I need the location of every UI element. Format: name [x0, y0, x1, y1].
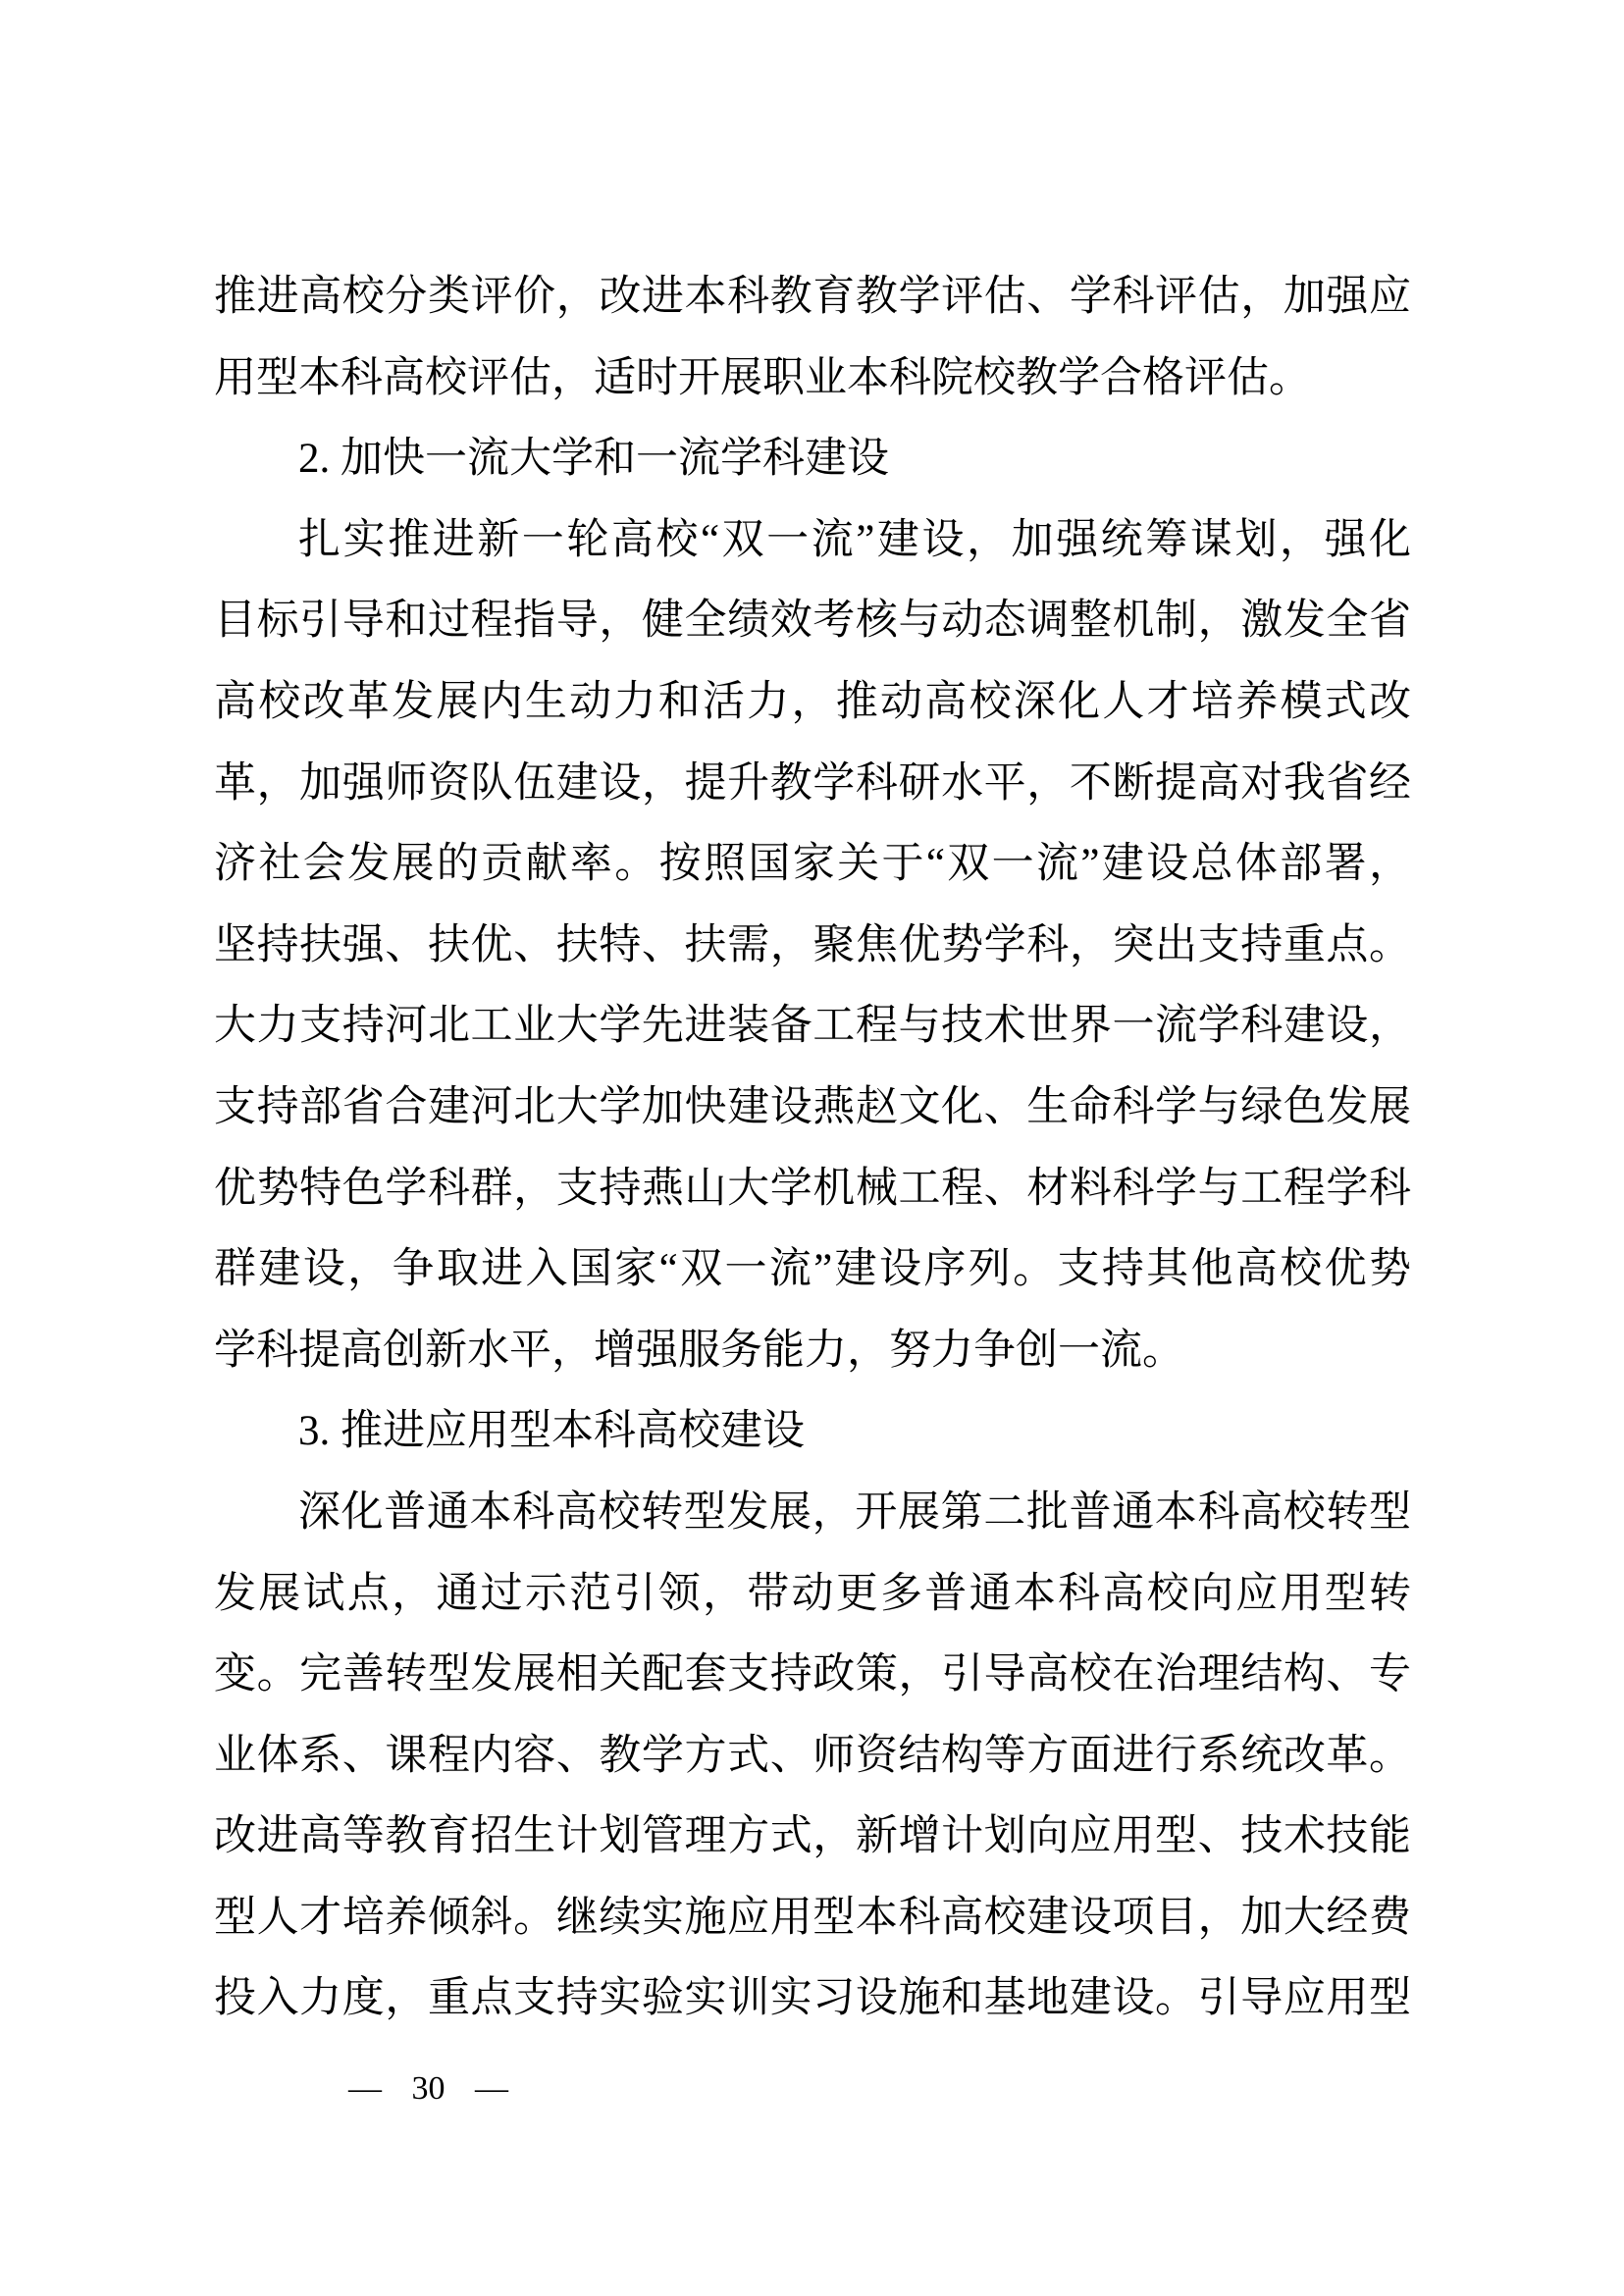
paragraph-line: 学科提高创新水平，增强服务能力，努力争创一流。: [214, 1327, 1184, 1374]
paragraph-line: 济社会发展的贡献率。按照国家关于“双一流”建设总体部署，: [214, 841, 1411, 888]
paragraph-line: 投入力度，重点支持实验实训实习设施和基地建设。引导应用型: [214, 1975, 1411, 2022]
paragraph-line: 改进高等教育招生计划管理方式，新增计划向应用型、技术技能: [214, 1813, 1411, 1860]
paragraph-line: 优势特色学科群，支持燕山大学机械工程、材料科学与工程学科: [214, 1165, 1411, 1212]
page-number: — 30 —: [348, 2070, 508, 2107]
paragraph-line: 扎实推进新一轮高校“双一流”建设，加强统筹谋划，强化: [298, 516, 1411, 563]
section-heading-line: 2. 加快一流大学和一流学科建设: [298, 436, 889, 483]
paragraph-line: 目标引导和过程指导，健全绩效考核与动态调整机制，激发全省: [214, 598, 1411, 645]
section-heading-line: 3. 推进应用型本科高校建设: [298, 1408, 805, 1455]
paragraph-line: 型人才培养倾斜。继续实施应用型本科高校建设项目，加大经费: [214, 1894, 1411, 1941]
paragraph-line: 坚持扶强、扶优、扶特、扶需，聚焦优势学科，突出支持重点。: [214, 921, 1411, 968]
paragraph-line: 群建设，争取进入国家“双一流”建设序列。支持其他高校优势: [214, 1246, 1411, 1293]
paragraph-line: 大力支持河北工业大学先进装备工程与技术世界一流学科建设，: [214, 1003, 1411, 1050]
paragraph-line: 推进高校分类评价，改进本科教育教学评估、学科评估，加强应: [214, 274, 1411, 320]
paragraph-line: 支持部省合建河北大学加快建设燕赵文化、生命科学与绿色发展: [214, 1083, 1411, 1130]
page-number-footer: [229, 2033, 508, 2145]
paragraph-line: 深化普通本科高校转型发展，开展第二批普通本科高校转型: [298, 1488, 1411, 1536]
paragraph-line: 业体系、课程内容、教学方式、师资结构等方面进行系统改革。: [214, 1732, 1411, 1779]
paragraph-line: 革，加强师资队伍建设，提升教学科研水平，不断提高对我省经: [214, 759, 1411, 807]
paragraph-line: 用型本科高校评估，适时开展职业本科院校教学合格评估。: [214, 354, 1311, 401]
paragraph-line: 变。完善转型发展相关配套支持政策，引导高校在治理结构、专: [214, 1651, 1411, 1698]
paragraph-line: 发展试点，通过示范引领，带动更多普通本科高校向应用型转: [214, 1570, 1411, 1617]
paragraph-line: 高校改革发展内生动力和活力，推动高校深化人才培养模式改: [214, 678, 1411, 725]
text-block: [214, 257, 1411, 2040]
